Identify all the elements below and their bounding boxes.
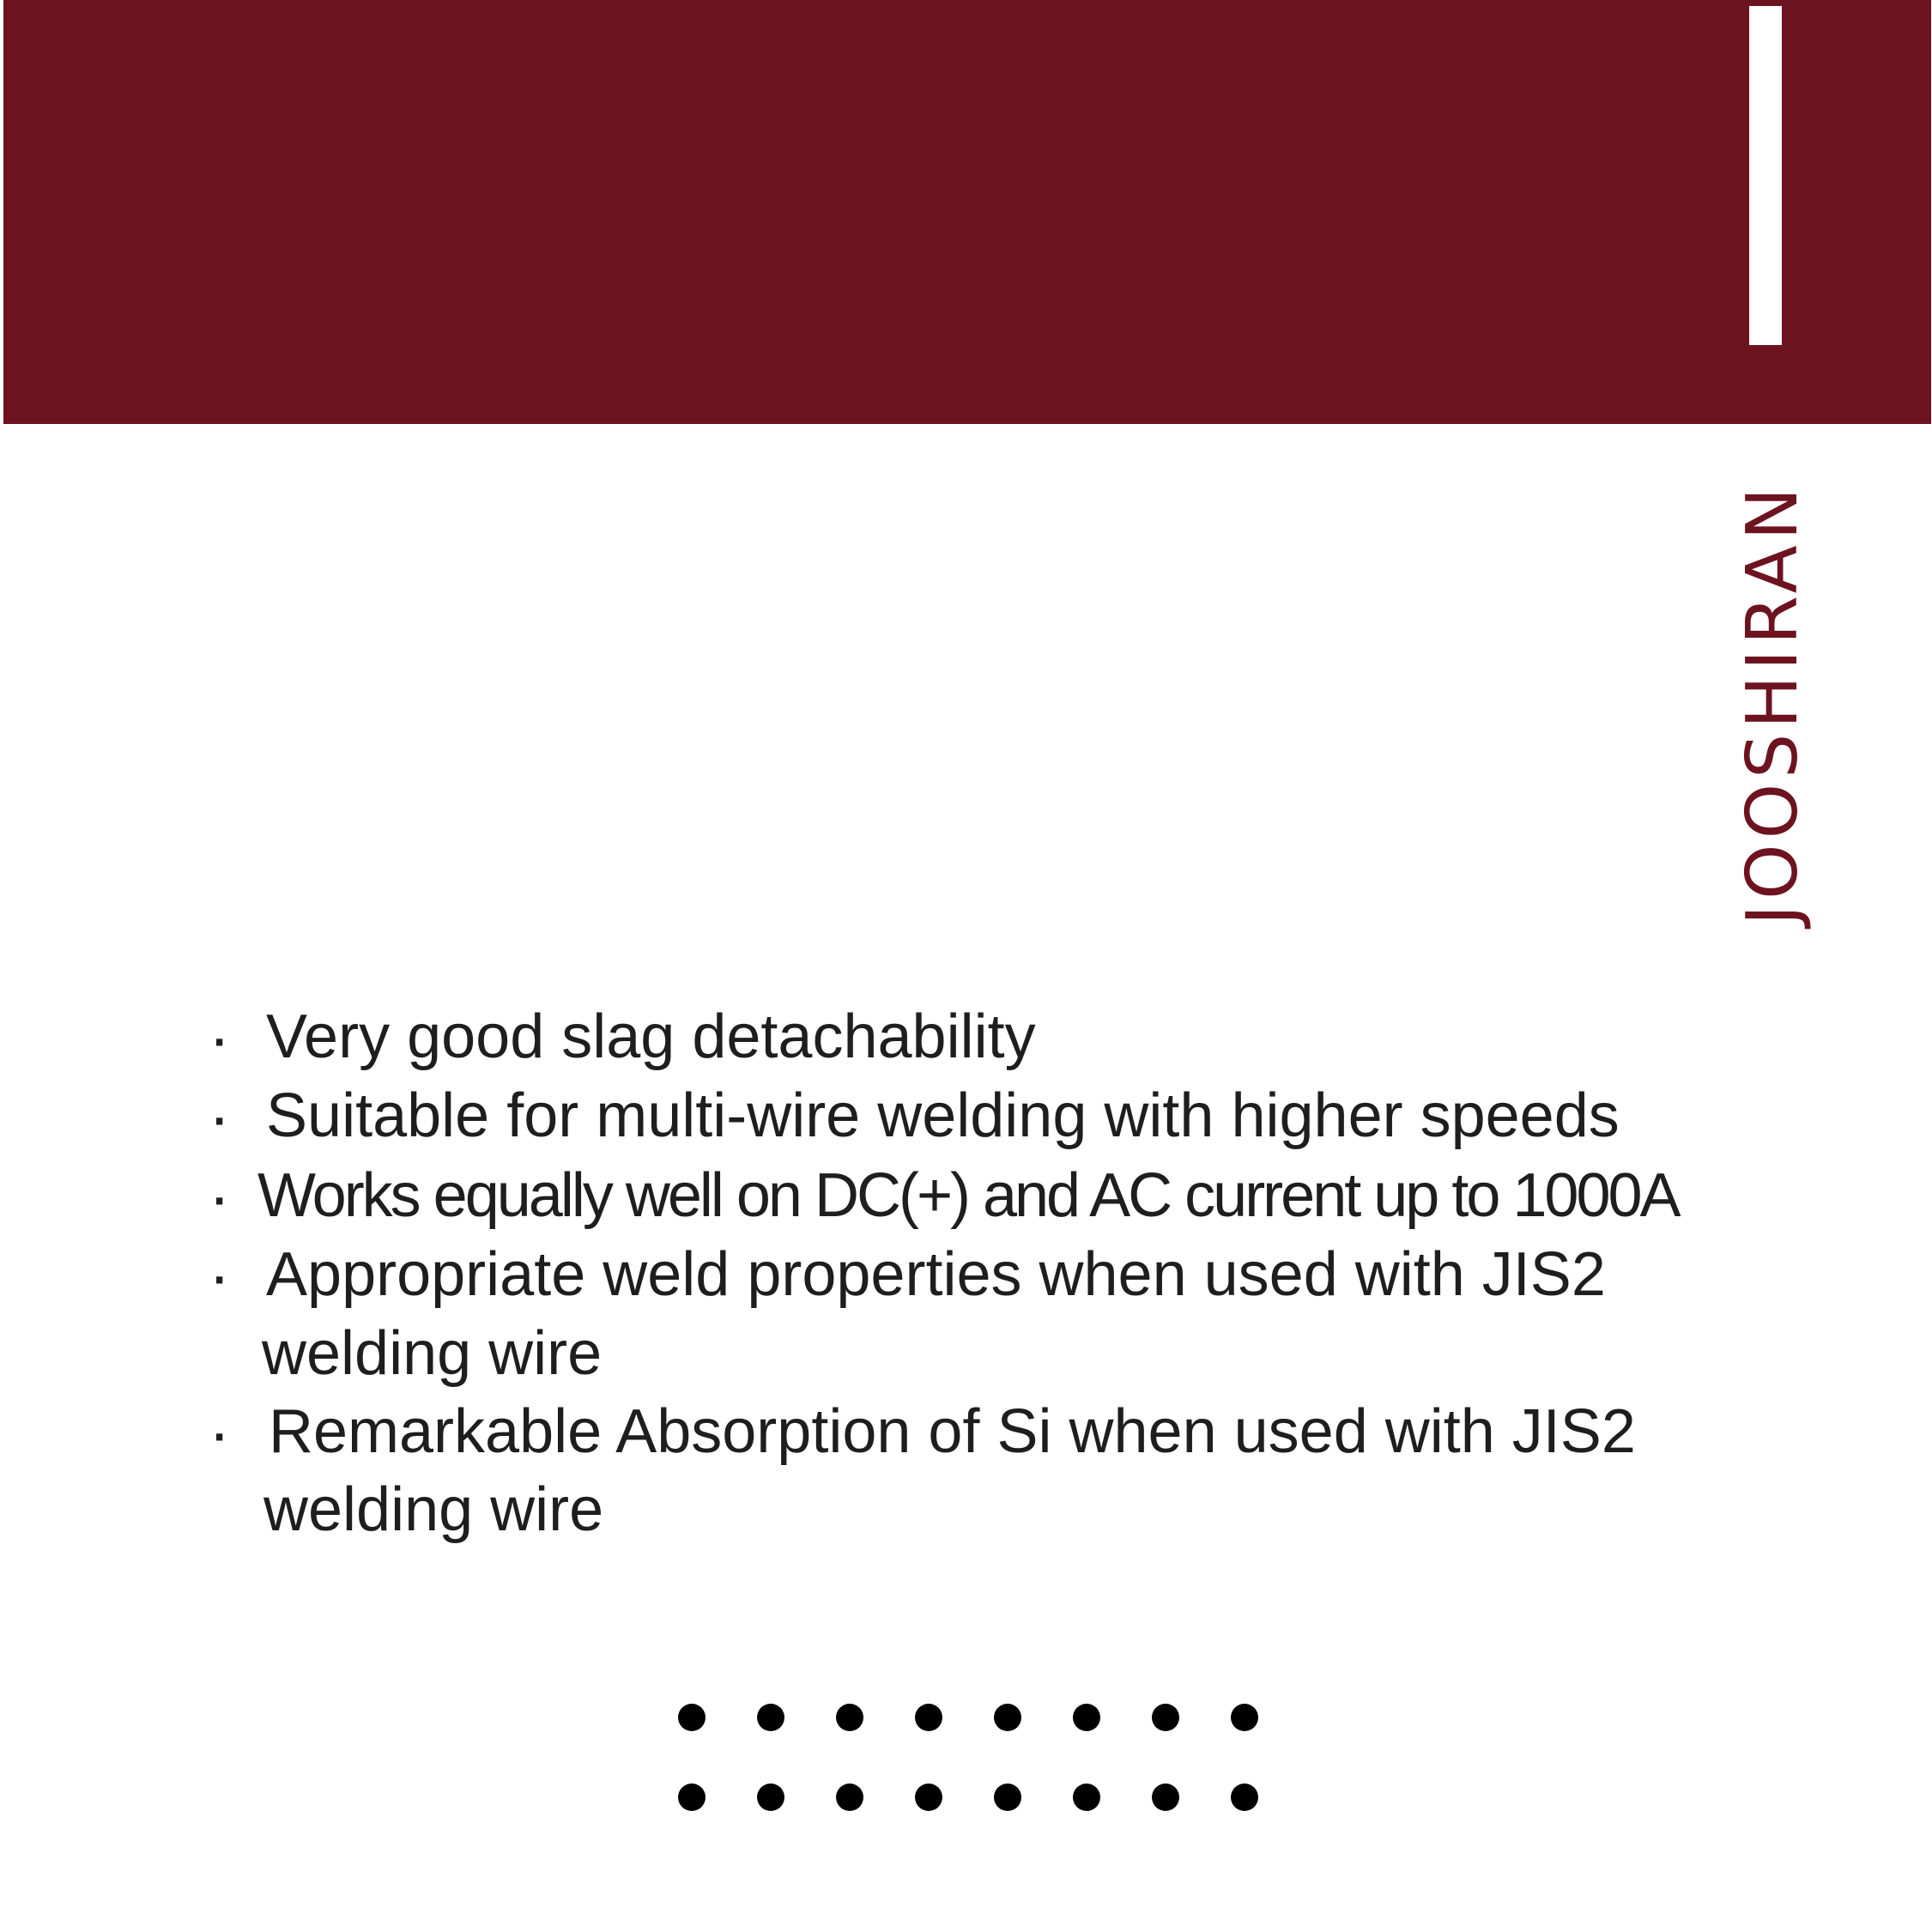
decorative-dot xyxy=(836,1784,863,1811)
decorative-dot xyxy=(1152,1704,1179,1731)
bullet-1: · xyxy=(209,1002,231,1075)
bullet-2: · xyxy=(209,1081,231,1154)
decorative-dot xyxy=(994,1704,1021,1731)
bullet-5: · xyxy=(209,1396,231,1469)
decorative-dot xyxy=(1231,1704,1258,1731)
decorative-dot xyxy=(678,1784,706,1811)
decorative-dot xyxy=(1073,1704,1100,1731)
dot-grid-decoration xyxy=(661,1704,1262,1832)
bullet-4: · xyxy=(209,1239,231,1312)
feature-5-line-1: Remarkable Absorption of Si when used with JIS2 xyxy=(269,1397,1636,1466)
bullet-3: · xyxy=(209,1160,231,1233)
decorative-dot xyxy=(836,1704,863,1731)
feature-1-line-1: Very good slag detachability xyxy=(266,1002,1036,1071)
decorative-dot xyxy=(678,1704,706,1731)
feature-4-line-2: welding wire xyxy=(262,1319,603,1388)
decorative-dot xyxy=(1073,1784,1100,1811)
feature-2-line-1: Suitable for multi-wire welding with higher speeds xyxy=(266,1081,1620,1150)
decorative-dot xyxy=(757,1704,784,1731)
decorative-dot xyxy=(757,1784,784,1811)
decorative-dot xyxy=(994,1784,1021,1811)
feature-3-line-1: Works equally well on DC(+) and AC current up to 1000A xyxy=(257,1161,1679,1230)
decorative-dot xyxy=(915,1704,942,1731)
brand-name-vertical: JOOSHIRAN xyxy=(1732,481,1814,926)
feature-4-line-1: Appropriate weld properties when used with JIS2 xyxy=(266,1240,1606,1309)
decorative-dot xyxy=(915,1784,942,1811)
decorative-dot xyxy=(1231,1784,1258,1811)
feature-5-line-2: welding wire xyxy=(263,1475,604,1544)
decorative-dot xyxy=(1152,1784,1179,1811)
